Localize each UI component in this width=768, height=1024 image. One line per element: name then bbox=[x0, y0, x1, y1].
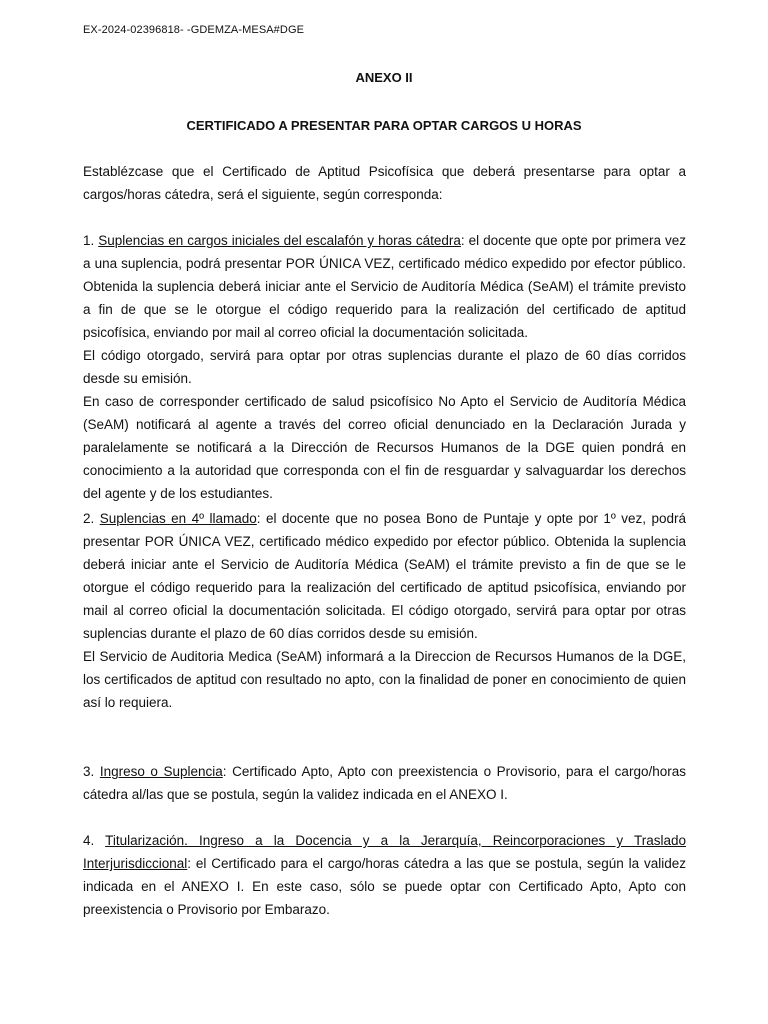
intro-text: Establézcase que el Certificado de Aptitud Psicofísica que deberá presentarse para optar a cargos/horas cátedra, será el siguiente, según corresponda: bbox=[83, 164, 686, 202]
section-3-paragraph-1 bbox=[83, 760, 686, 806]
intro-paragraph bbox=[83, 160, 686, 206]
section-4-number: 4. bbox=[83, 833, 106, 848]
section-1-paragraph-2: El código otorgado, servirá para optar por otras suplencias durante el plazo de 60 días corridos desde su emisión. bbox=[83, 348, 686, 386]
section-2 bbox=[83, 507, 686, 714]
section-2-number: 2. bbox=[83, 511, 100, 526]
certificate-title: CERTIFICADO A PRESENTAR PARA OPTAR CARGOS U HORAS bbox=[186, 118, 582, 133]
section-4-paragraph-1 bbox=[83, 829, 686, 921]
section-2-paragraph-1 bbox=[83, 507, 686, 645]
section-1-paragraph-1 bbox=[83, 229, 686, 344]
section-1-number: 1. bbox=[83, 233, 99, 248]
section-4-heading: Titularización. Ingreso a la Docencia y a la Jerarquía, Reincorporaciones y Traslado Interjurisdiccional bbox=[83, 833, 686, 871]
section-4-text: : el Certificado para el cargo/horas cátedra a las que se postula, según la validez indicada en el ANEXO I. En este caso, sólo se puede optar con Certificado Apto, Apto con preexistencia o Provisorio por Embarazo. bbox=[83, 856, 686, 917]
section-3 bbox=[83, 760, 686, 806]
expedient-reference: EX-2024-02396818- -GDEMZA-MESA#DGE bbox=[83, 24, 305, 36]
section-2-heading: Suplencias en 4º llamado bbox=[99, 511, 257, 526]
section-2-paragraph-2: El Servicio de Auditoria Medica (SeAM) informará a la Direccion de Recursos Humanos de la DGE, los certificados de aptitud con resultado no apto, con la finalidad de poner en conocimiento de quien así lo requiera. bbox=[83, 649, 686, 710]
section-2-text: : el docente que no posea Bono de Puntaje y opte por 1º vez, podrá presentar POR ÚNICA VEZ, certificado médico expedido por efector público. Obtenida la suplencia deberá iniciar ante el Servicio de Auditoría Médica (SeAM) el trámite previsto a fin de que se le otorgue el código requerido para la realización del certificado de aptitud psicofísica, enviando por mail al correo oficial la documentación solicitada. El código otorgado, servirá para optar por otras suplencias durante el plazo de 60 días corridos desde su emisión. bbox=[83, 511, 687, 641]
section-4 bbox=[83, 829, 686, 921]
section-3-number: 3. bbox=[83, 764, 100, 779]
section-1 bbox=[83, 229, 686, 505]
section-1-paragraph-3: En caso de corresponder certificado de salud psicofísico No Apto el Servicio de Auditoría Médica (SeAM) notificará al agente a través del correo oficial denunciado en la Declaración Jurada y paralelamente se notificará a la Dirección de Recursos Humanos de la DGE quien pondrá en conocimiento a la autoridad que corresponda con el fin de resguardar y salvaguardar los derechos del agente y de los estudiantes. bbox=[83, 394, 686, 501]
section-1-heading: Suplencias en cargos iniciales del escalafón y horas cátedra bbox=[98, 233, 461, 248]
section-3-heading: Ingreso o Suplencia bbox=[99, 764, 223, 779]
section-1-text: : el docente que opte por primera vez a una suplencia, podrá presentar POR ÚNICA VEZ, certificado médico expedido por efector público. Obtenida la suplencia deberá iniciar ante el Servicio de Auditoría Médica (SeAM) el trámite previsto a fin de que se le otorgue el código requerido para la realización del certificado de aptitud psicofísica, enviando por mail al correo oficial la documentación solicitada. bbox=[83, 233, 687, 340]
annex-title: ANEXO II bbox=[355, 70, 413, 85]
section-3-text: : Certificado Apto, Apto con preexistencia o Provisorio, para el cargo/horas cátedra al/las que se postula, según la validez indicada en el ANEXO I. bbox=[83, 764, 686, 802]
